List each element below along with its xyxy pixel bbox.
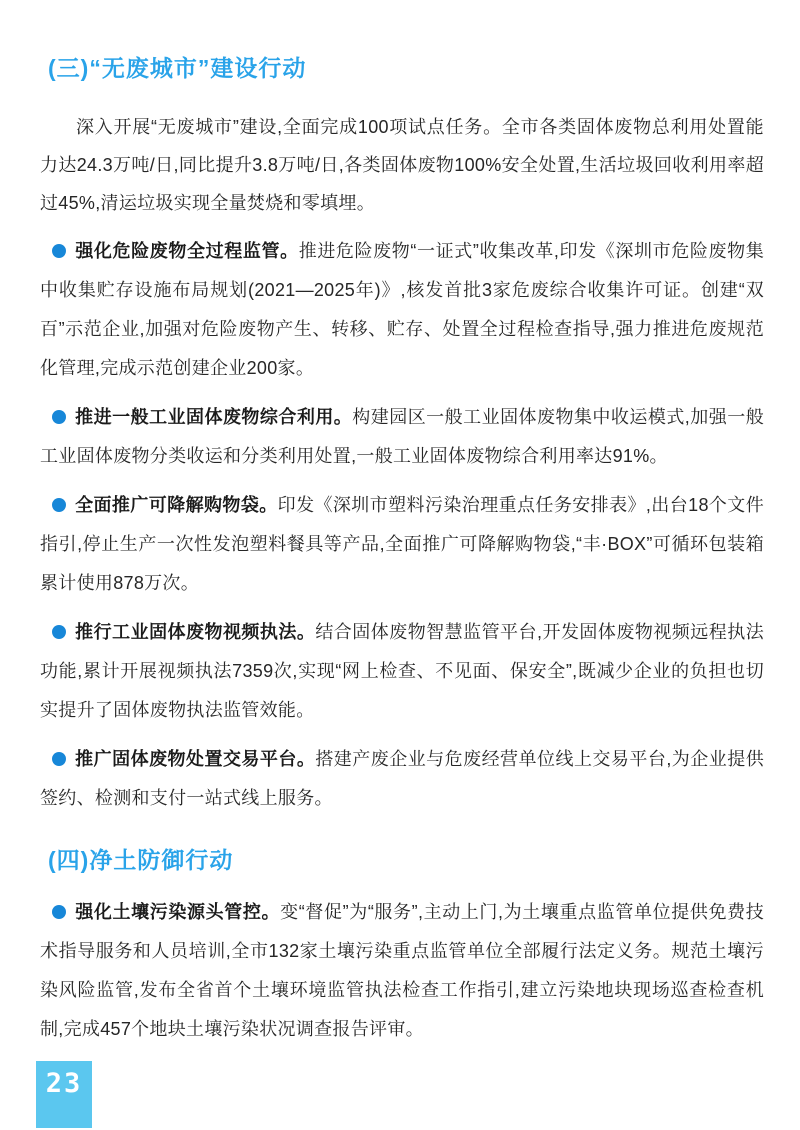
- bullet-body: 变“督促”为“服务”,主动上门,为土壤重点监管单位提供免费技术指导服务和人员培训,全市132家土壤污染重点监管单位全部履行法定义务。规范土壤污染风险监管,发布全省首个土壤环境监管执法检查工作指引,建立污染地块现场巡查检查机制,完成457个地块土壤污染状况调查报告评审。: [40, 902, 764, 1039]
- bullet-body: 印发《深圳市塑料污染治理重点任务安排表》,出台18个文件指引,停止生产一次性发泡塑料餐具等产品,全面推广可降解购物袋,“丰·BOX”可循环包装箱累计使用878万次。: [40, 495, 764, 593]
- bullet-lead: 全面推广可降解购物袋。: [75, 495, 278, 515]
- bullet-dot-icon: [52, 498, 66, 512]
- bullet-body: 结合固体废物智慧监管平台,开发固体废物视频远程执法功能,累计开展视频执法7359次,实现“网上检查、不见面、保安全”,既减少企业的负担也切实提升了固体废物执法监管效能。: [40, 622, 764, 720]
- bullet-lead: 强化土壤污染源头管控。: [75, 902, 281, 922]
- bullet-dot-icon: [52, 244, 66, 258]
- bullet-body: 搭建产废企业与危废经营单位线上交易平台,为企业提供签约、检测和支付一站式线上服务。: [40, 749, 764, 808]
- bullet-item: [40, 740, 764, 818]
- bullet-dot-icon: [52, 410, 66, 424]
- bullet-lead: 推进一般工业固体废物综合利用。: [75, 407, 353, 427]
- bullet-item: [40, 486, 764, 603]
- bullet-dot-icon: [52, 625, 66, 639]
- bullet-dot-icon: [52, 905, 66, 919]
- page-number: 23: [45, 1068, 83, 1099]
- bullet-item: [40, 232, 764, 388]
- bullet-dot-icon: [52, 752, 66, 766]
- bullet-body: 推进危险废物“一证式”收集改革,印发《深圳市危险废物集中收集贮存设施布局规划(2021—2025年)》,核发首批3家危废综合收集许可证。创建“双百”示范企业,加强对危险废物产生、转移、贮存、处置全过程检查指导,强力推进危废规范化管理,完成示范创建企业200家。: [40, 241, 764, 378]
- bullet-item: [40, 398, 764, 476]
- bullet-lead: 强化危险废物全过程监管。: [75, 241, 299, 261]
- page-number-box: [36, 1061, 92, 1128]
- bullet-lead: 推广固体废物处置交易平台。: [75, 749, 316, 769]
- bullet-lead: 推行工业固体废物视频执法。: [75, 622, 316, 642]
- bullet-body: 构建园区一般工业固体废物集中收运模式,加强一般工业固体废物分类收运和分类利用处置,一般工业固体废物综合利用率达91%。: [40, 407, 764, 466]
- section-heading-3: (三)“无废城市”建设行动: [48, 55, 307, 81]
- section-heading-4: (四)净土防御行动: [48, 847, 234, 873]
- bullet-item: [40, 893, 764, 1049]
- intro-paragraph: 深入开展“无废城市”建设,全面完成100项试点任务。全市各类固体废物总利用处置能力达24.3万吨/日,同比提升3.8万吨/日,各类固体废物100%安全处置,生活垃圾回收利用率超过45%,清运垃圾实现全量焚烧和零填埋。: [40, 117, 764, 213]
- bullet-item: [40, 613, 764, 730]
